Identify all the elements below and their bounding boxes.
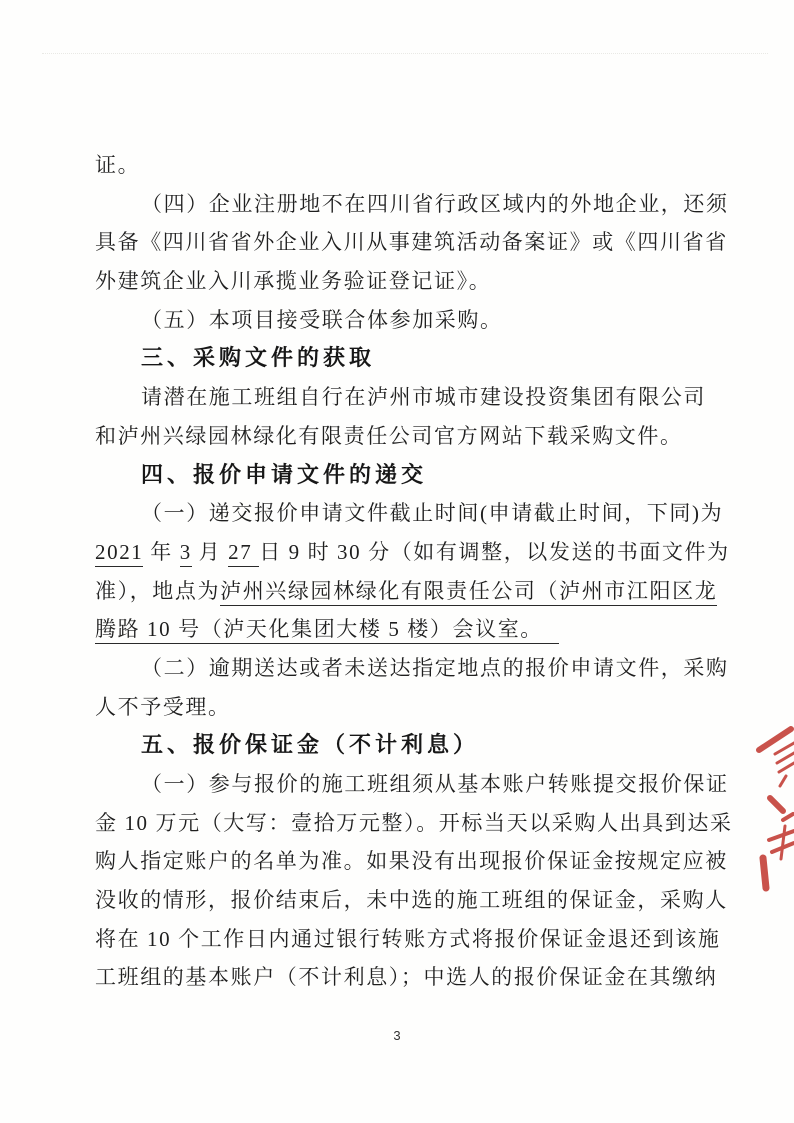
text-line: [95, 378, 709, 417]
text-run: （四）企业注册地不在四川省行政区域内的外地企业，还须: [141, 191, 729, 216]
scan-artifact-line: [42, 53, 768, 54]
text-line-location: [95, 610, 709, 649]
text-run: 证。: [95, 153, 141, 177]
text-line: [95, 417, 709, 456]
red-seal-stamp-icon: [750, 718, 794, 893]
section-heading: [95, 726, 709, 765]
text-line: [95, 842, 728, 881]
text-run: 年: [143, 539, 180, 564]
text-run: （五）本项目接受联合体参加采购。: [141, 307, 503, 332]
text-run: 和泸州兴绿园林绿化有限责任公司官方网站下载采购文件。: [95, 423, 683, 448]
text-run: （一）递交报价申请文件截止时间(申请截止时间，下同)为: [141, 501, 724, 526]
text-line-location: [95, 572, 718, 611]
text-line: [95, 223, 728, 262]
text-line-deadline: [95, 533, 730, 572]
heading-text: 五、报价保证金（不计利息）: [141, 732, 480, 758]
section-heading: [95, 456, 709, 495]
heading-text: 四、报价申请文件的递交: [141, 461, 428, 487]
underlined-year-value: 2021: [95, 540, 143, 567]
text-line: [95, 301, 709, 340]
text-line: [95, 958, 718, 997]
text-run: 日 9 时 30 分（如有调整，以发送的书面文件为: [259, 539, 730, 564]
text-run: 金 10 万元（大写：壹拾万元整）。开标当天以采购人出具到达采: [95, 810, 733, 835]
text-run: 购人指定账户的名单为准。如果没有出现报价保证金按规定应被: [95, 849, 728, 874]
text-run: 准），地点为: [95, 578, 221, 603]
text-run: 没收的情形，报价结束后，未中选的施工班组的保证金，采购人: [95, 888, 728, 913]
heading-text: 三、采购文件的获取: [141, 345, 376, 371]
text-line: [95, 920, 721, 959]
text-run: 外建筑企业入川承揽业务验证登记证》。: [95, 269, 492, 294]
section-heading: [95, 339, 709, 378]
text-line: [95, 494, 724, 533]
text-line: [95, 649, 729, 688]
text-line: [95, 881, 728, 920]
text-line: [95, 765, 729, 804]
text-run: （二）逾期送达或者未送达指定地点的报价申请文件，采购: [141, 655, 729, 680]
text-run: 人不予受理。: [95, 694, 231, 719]
underlined-month-value: 3: [180, 540, 192, 567]
underlined-day-value: 27: [228, 540, 259, 567]
text-line: [95, 688, 709, 727]
text-line: [95, 804, 733, 843]
underlined-location-value: 泸州兴绿园林绿化有限责任公司（泸州市江阳区龙: [220, 579, 717, 606]
text-line: [95, 262, 709, 301]
page-number: 3: [393, 1028, 401, 1043]
text-line: [95, 146, 709, 185]
text-run: 月: [191, 539, 229, 564]
text-run: （一）参与报价的施工班组须从基本账户转账提交报价保证: [141, 772, 729, 796]
text-run: 工班组的基本账户（不计利息）；中选人的报价保证金在其缴纳: [95, 965, 718, 990]
underlined-location-value: 腾路 10 号（泸天化集团大楼 5 楼）会议室。: [95, 617, 559, 644]
text-run: 请潜在施工班组自行在泸州市城市建设投资集团有限公司: [141, 385, 706, 410]
document-body: [95, 146, 733, 997]
text-run: 具备《四川省省外企业入川从事建筑活动备案证》或《四川省省: [95, 230, 728, 255]
text-line: [95, 185, 729, 224]
text-run: 将在 10 个工作日内通过银行转账方式将报价保证金退还到该施: [95, 926, 721, 951]
